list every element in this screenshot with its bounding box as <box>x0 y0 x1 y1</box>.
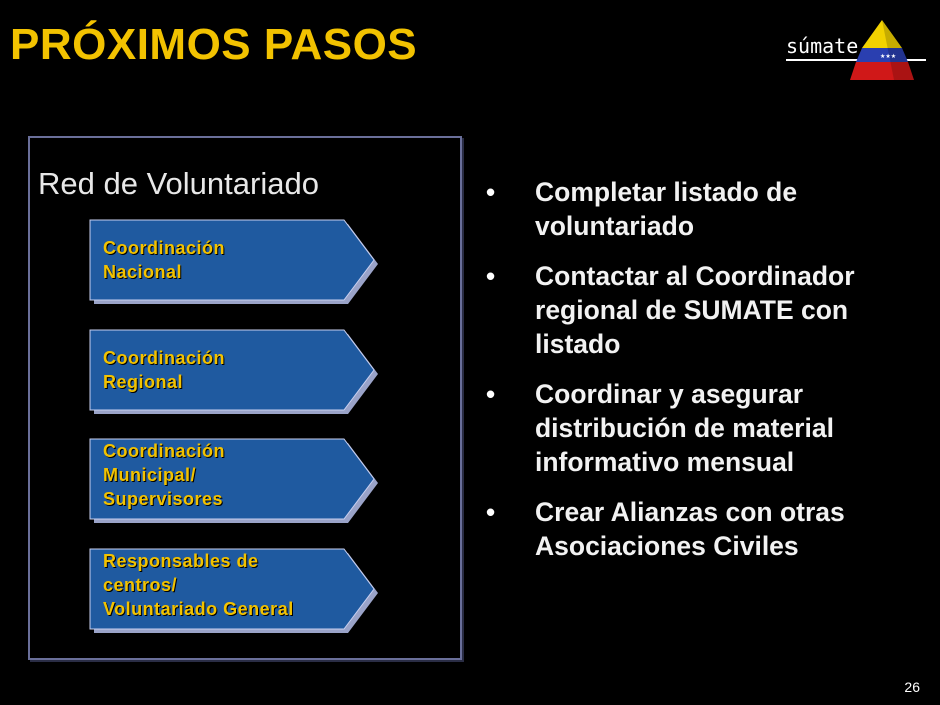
svg-text:★★★: ★★★ <box>880 53 897 60</box>
step-label: Responsables de centros/ Voluntariado General <box>103 551 294 619</box>
step-coordinacion-regional <box>88 324 388 414</box>
step-label: Coordinación Regional <box>103 348 225 392</box>
bullet-text: Completar listado de voluntariado <box>535 177 798 241</box>
step-responsables-centros <box>88 543 388 633</box>
bullet-icon: • <box>486 261 496 291</box>
step-label: Coordinación Nacional <box>103 238 225 282</box>
bullet-icon: • <box>486 177 496 207</box>
step-coordinacion-municipal <box>88 433 388 523</box>
tricolor-pyramid-icon <box>850 18 920 84</box>
slide-title: PRÓXIMOS PASOS <box>10 20 418 69</box>
panel-title: Red de Voluntariado <box>38 166 319 201</box>
bullet-text: Crear Alianzas con otras Asociaciones Civiles <box>535 497 845 561</box>
step-coordinacion-nacional <box>88 214 388 304</box>
bullet-icon: • <box>486 497 496 527</box>
page-number: 26 <box>904 679 920 695</box>
bullet-icon: • <box>486 379 496 409</box>
list-item <box>480 259 930 361</box>
bullet-text: Contactar al Coordinador regional de SUMATE con listado <box>535 261 855 359</box>
logo-text: súmate <box>786 34 859 58</box>
sumate-logo <box>780 18 930 88</box>
list-item <box>480 495 930 563</box>
list-item <box>480 175 930 243</box>
list-item <box>480 377 930 479</box>
step-label: Coordinación Municipal/ Supervisores <box>103 441 225 509</box>
next-steps-list <box>480 175 930 579</box>
bullet-text: Coordinar y asegurar distribución de material informativo mensual <box>535 379 834 477</box>
